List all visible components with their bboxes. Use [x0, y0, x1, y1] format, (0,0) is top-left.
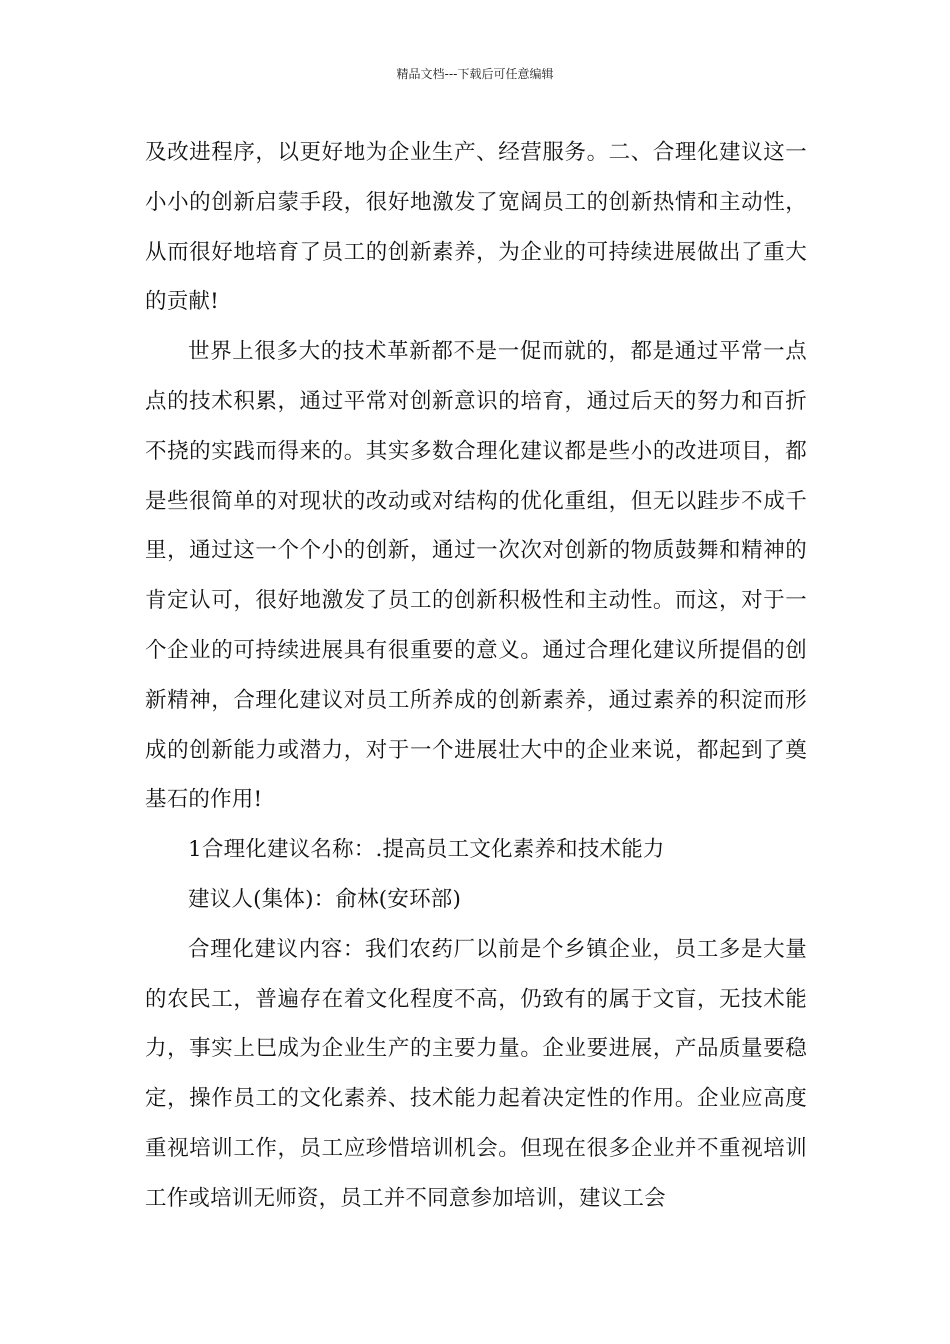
paragraph-2: 世界上很多大的技术革新都不是一促而就的，都是通过平常一点点的技术积累，通过平常对创新意识的培育，通过后天的努力和百折不挠的实践而得来的。其实多数合理化建议都是些小的改进项目，都是些很简单的对现状的改动或对结构的优化重组，但无以跬步不成千里，通过这一个个小的创新，通过一次次对创新的物质鼓舞和精神的肯定认可，很好地激发了员工的创新积极性和主动性。而这，对于一个企业的可持续进展具有很重要的意义。通过合理化建议所提倡的创新精神，合理化建议对员工所养成的创新素养，通过素养的积淀而形成的创新能力或潜力，对于一个进展壮大中的企业来说，都起到了奠基石的作用!	[145, 339, 807, 813]
paragraph-5: 合理化建议内容：我们农药厂以前是个乡镇企业，员工多是大量的农民工，普遍存在着文化程度不高，仍致有的属于文盲，无技术能力，事实上巳成为企业生产的主要力量。企业要进展，产品质量要稳定，操作员工的文化素养、技术能力起着决定性的作用。企业应高度重视培训工作，员工应珍惜培训机会。但现在很多企业并不重视培训工作或培训无师资，员工并不同意参加培训，建议工会	[145, 936, 807, 1211]
paragraph-4: 建议人(集体)：俞林(安环部)	[188, 886, 462, 912]
document-body	[145, 128, 807, 1224]
paragraph-3: 1合理化建议名称：.提高员工文化素养和技术能力	[188, 837, 665, 863]
page-header: 精品文档---下载后可任意编辑	[396, 67, 554, 81]
paragraph-1: 及改进程序，以更好地为企业生产、经营服务。二、合理化建议这一小小的创新启蒙手段，很好地激发了宽阔员工的创新热情和主动性，从而很好地培育了员工的创新素养，为企业的可持续进展做出了重大的贡献!	[145, 140, 807, 315]
